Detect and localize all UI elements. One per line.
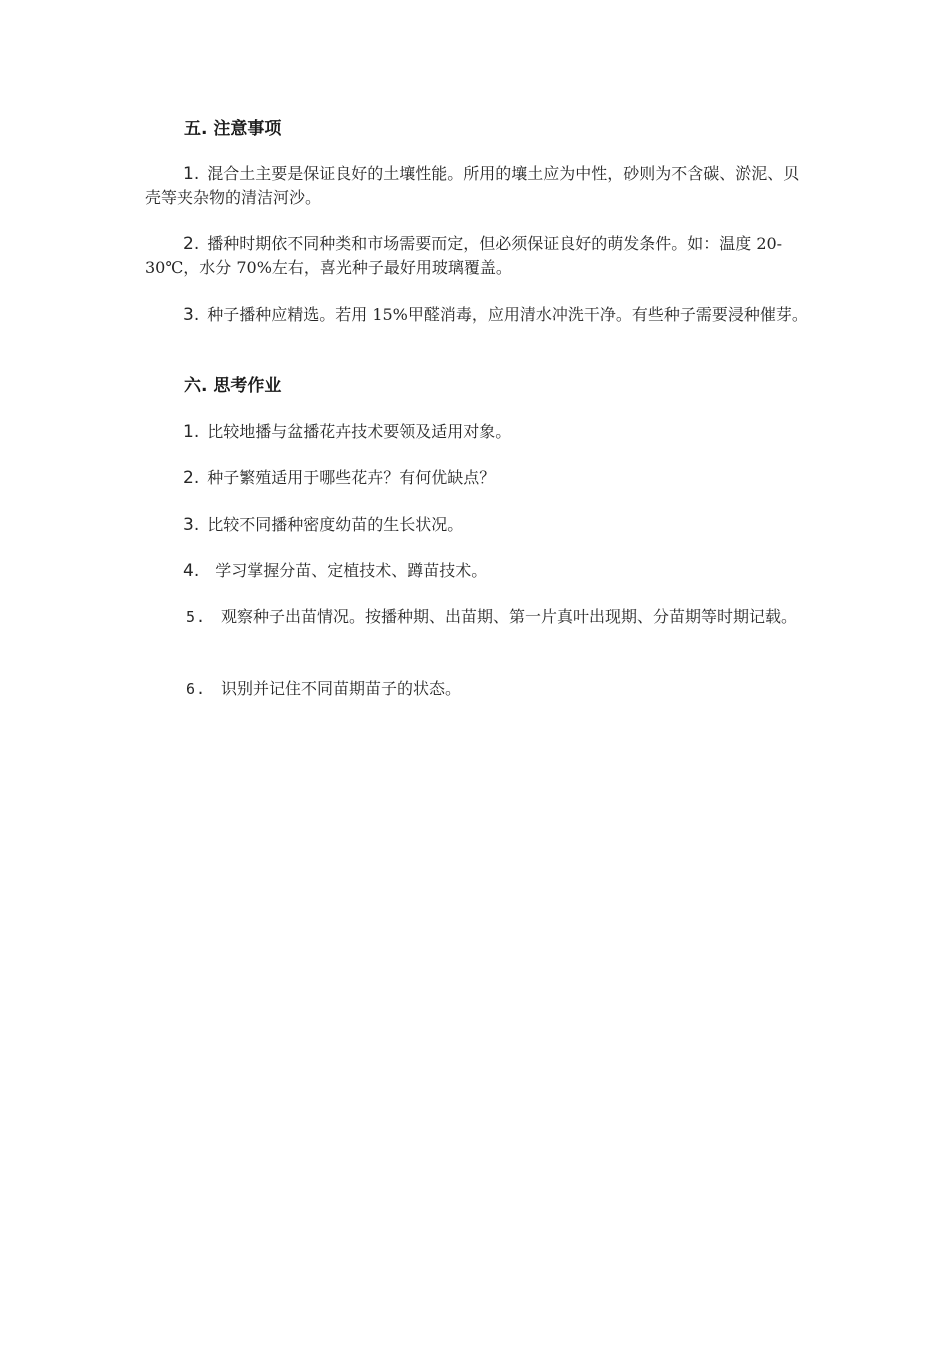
- item-text: 识别并记住不同苗期苗子的状态。: [221, 679, 462, 698]
- section-heading-homework: 六. 思考作业: [184, 376, 282, 396]
- item-text: 观察种子出苗情况。按播种期、出苗期、第一片真叶出现期、分苗期等时期记载。: [221, 607, 798, 626]
- paragraph-number: 1.: [183, 164, 200, 184]
- homework-item-4: [183, 559, 487, 583]
- paragraph-text: 种子播种应精选。若用 15%甲醛消毒，应用清水冲洗干净。有些种子需要浸种催芽。: [207, 305, 808, 324]
- item-text: 比较不同播种密度幼苗的生长状况。: [207, 515, 464, 534]
- homework-item-5: [186, 605, 816, 629]
- item-text: 学习掌握分苗、定植技术、蹲苗技术。: [215, 561, 488, 580]
- item-number: 4.: [183, 561, 200, 581]
- homework-item-3: [183, 513, 463, 537]
- paragraph-text: 混合土主要是保证良好的土壤性能。所用的壤土应为中性，砂则为不含碳、淤泥、贝壳等夹杂物的清洁河沙。: [145, 164, 800, 207]
- precaution-paragraph-1: [145, 162, 813, 210]
- item-number: 1.: [183, 422, 200, 442]
- paragraph-text: 播种时期依不同种类和市场需要而定，但必须保证良好的萌发条件。如：温度 20-30℃，水分 70%左右，喜光种子最好用玻璃覆盖。: [145, 234, 783, 277]
- item-number: 2.: [183, 468, 200, 488]
- item-number: 6.: [186, 680, 207, 698]
- item-text: 比较地播与盆播花卉技术要领及适用对象。: [207, 422, 512, 441]
- item-number: 5.: [186, 608, 207, 626]
- precaution-paragraph-3: [145, 303, 813, 327]
- precaution-paragraph-2: [145, 232, 813, 280]
- paragraph-number: 2.: [183, 234, 200, 254]
- section-heading-precautions: 五. 注意事项: [184, 119, 282, 139]
- homework-item-1: [183, 420, 511, 444]
- paragraph-number: 3.: [183, 305, 200, 325]
- item-number: 3.: [183, 515, 200, 535]
- homework-item-6: [186, 677, 816, 701]
- homework-item-2: [183, 466, 495, 490]
- item-text: 种子繁殖适用于哪些花卉？有何优缺点？: [207, 468, 496, 487]
